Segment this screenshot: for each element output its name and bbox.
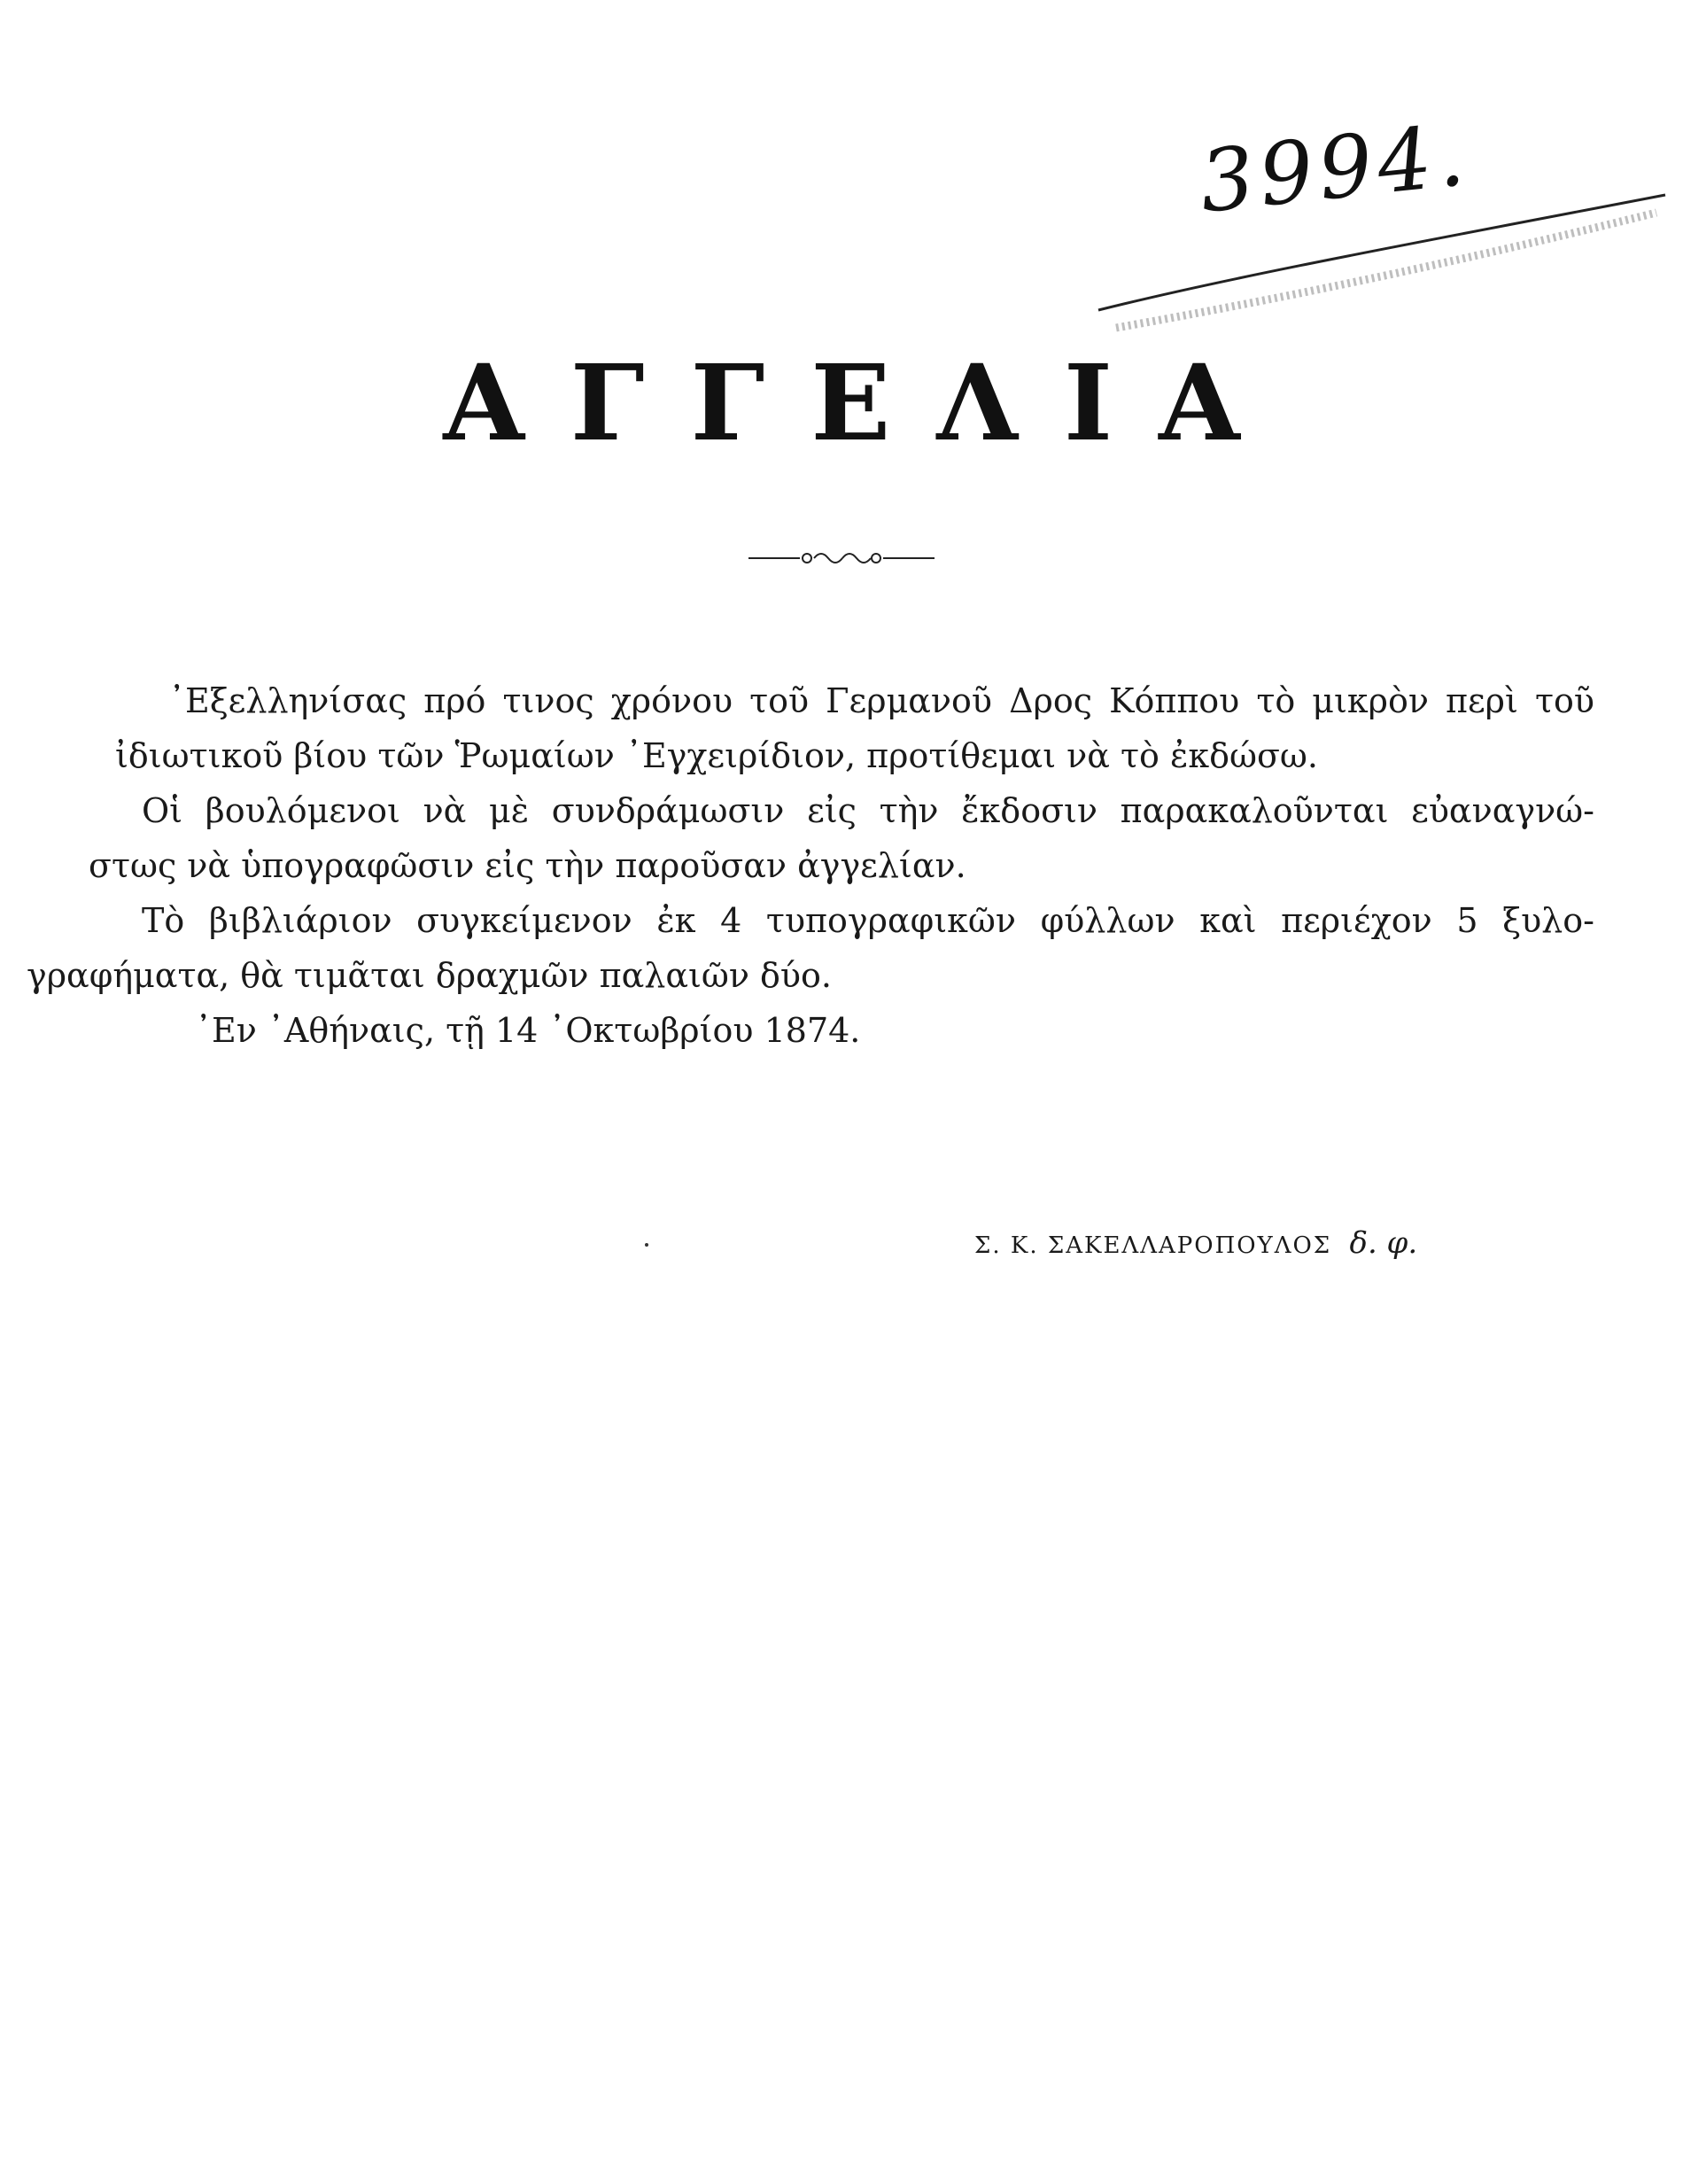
body-line: Τὸ βιβλιάριον συγκείμενον ἐκ 4 τυπογραφικῶν φύλλων καὶ περιέχον 5 ξυλο- (142, 901, 1594, 940)
body-line: στως νὰ ὑπογραφῶσιν εἰς τὴν παροῦσαν ἀγγελίαν. (89, 846, 966, 885)
body-line: ἰδιωτικοῦ βίου τῶν Ῥωμαίων ᾿Εγχειρίδιον, προτίθεμαι νὰ τὸ ἐκδώσω. (115, 736, 1318, 775)
pencil-stroke-mark (1063, 177, 1674, 346)
handwritten-catalog-number: 3994. (1195, 105, 1475, 232)
signature-name: Σ. Κ. ΣΑΚΕΛΛΑΡΟΠΟΥΛΟΣ (974, 1232, 1332, 1259)
ornament-divider (748, 540, 935, 576)
announcement-body (27, 673, 1594, 1058)
body-line: ᾿Εξελληνίσας πρό τινος χρόνου τοῦ Γερμανοῦ Δρος Κόππου τὸ μικρὸν περὶ τοῦ (168, 681, 1594, 720)
document-title: ΑΓΓΕΛΙΑ (443, 341, 1286, 464)
signature-suffix: δ. φ. (1349, 1225, 1418, 1261)
ink-speck (645, 1243, 648, 1247)
signature-line (974, 1225, 1417, 1261)
body-line: γραφήματα, θὰ τιμᾶται δραχμῶν παλαιῶν δύο. (27, 956, 832, 995)
body-line: Οἱ βουλόμενοι νὰ μὲ συνδράμωσιν εἰς τὴν ἔκδοσιν παρακαλοῦνται εὐαναγνώ- (142, 791, 1594, 830)
body-line: ᾿Εν ᾿Αθήναις, τῇ 14 ᾿Οκτωβρίου 1874. (195, 1011, 861, 1050)
